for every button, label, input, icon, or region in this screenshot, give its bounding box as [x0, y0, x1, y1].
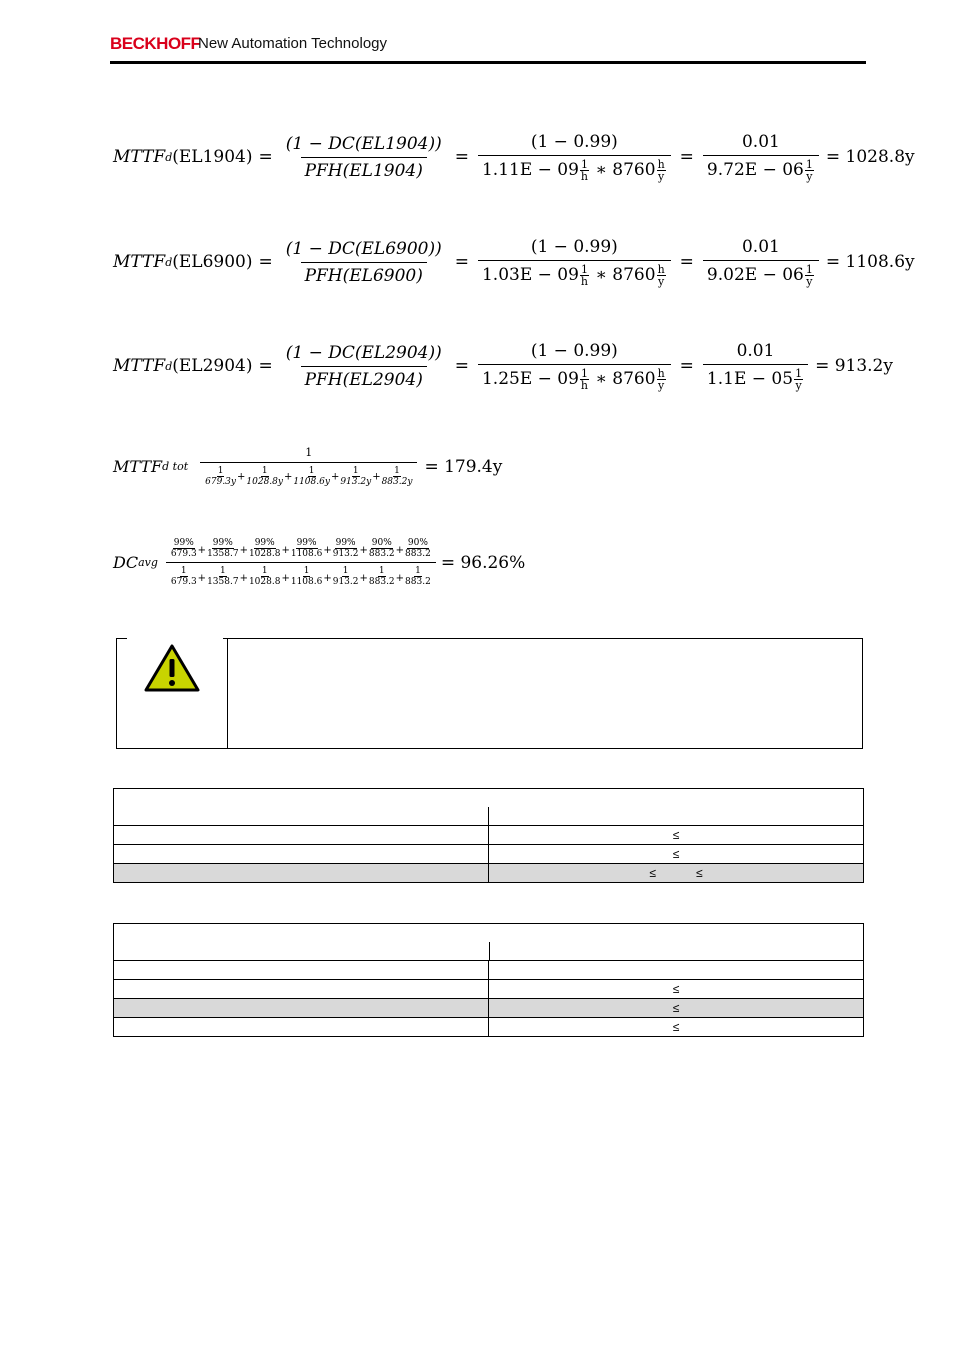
table-cell-right [489, 961, 864, 980]
plus-sign: + [281, 545, 290, 556]
unit-den: y [806, 275, 813, 288]
term-num: 99% [335, 538, 356, 548]
unit-den: y [658, 170, 665, 183]
hours-per-year: ∗ 8760 [595, 369, 656, 389]
unit-hours-per-year [657, 159, 666, 182]
unit-num: 1 [805, 158, 813, 171]
dc-term [333, 538, 359, 559]
equals-sign: = [454, 356, 469, 376]
fraction-denominator [200, 462, 417, 487]
equals-sign: = [679, 356, 694, 376]
term-num: 1 [180, 566, 187, 576]
mttf-term [340, 466, 371, 487]
fraction-result [703, 132, 819, 182]
equation-mttf-el2904 [113, 341, 893, 391]
plus-sign: + [239, 545, 248, 556]
fraction-denominator [703, 155, 819, 182]
table-cell-left [114, 980, 489, 999]
dc-avg-subscript: avg [138, 556, 158, 569]
plus-sign: + [330, 471, 340, 483]
pfh-value: 1.03E − 09 [481, 265, 579, 285]
hours-per-year: ∗ 8760 [595, 160, 656, 180]
equals-sign: = [454, 147, 469, 167]
term-den: 679.3 [170, 549, 197, 559]
table-cell-left [114, 961, 489, 980]
fraction-dc-over-pfh [282, 343, 446, 390]
table-cell-right: ≤ [489, 845, 864, 864]
dc-term [333, 566, 359, 587]
term-den: 679.3y [205, 477, 236, 487]
fraction-numerator: 0.01 [741, 132, 780, 152]
unit-per-year [794, 368, 803, 391]
unit-per-year [805, 159, 814, 182]
plus-sign: + [359, 545, 368, 556]
table-cell-right: ≤ ≤ [489, 864, 864, 883]
term-num: 1 [352, 466, 359, 476]
dc-term [207, 566, 239, 587]
fraction-denominator [478, 155, 671, 182]
term-den: 1108.6y [293, 477, 330, 487]
mttf-total-symbol: MTTF [113, 457, 163, 476]
unit-den: y [658, 275, 665, 288]
unit-num: 1 [580, 367, 588, 380]
term-num: 1 [308, 466, 315, 476]
unit-per-year [805, 264, 814, 287]
header-divider [488, 807, 489, 826]
unit-den: y [658, 379, 665, 392]
mttf-total-subscript: d tot [162, 460, 189, 473]
hours-per-year: ∗ 8760 [595, 265, 656, 285]
table-row [114, 864, 864, 883]
fraction-denominator: PFH(EL2904) [301, 366, 427, 390]
table-cell-left [114, 999, 489, 1018]
beckhoff-logo: BECKHOFF [110, 34, 201, 53]
equation-result: = 96.26% [440, 552, 526, 573]
unit-per-hour [580, 264, 589, 287]
fraction-numerator: (1 − 0.99) [530, 341, 618, 361]
unit-hours-per-year [657, 368, 666, 391]
term-den: 883.2 [405, 549, 431, 559]
warning-triangle-icon [143, 643, 201, 693]
term-den: 883.2y [381, 477, 413, 487]
equals-sign: = [258, 147, 273, 167]
equation-result: = 1108.6y [825, 252, 915, 272]
mttf-subscript: d [165, 255, 173, 269]
equals-sign: = [679, 147, 694, 167]
term-den: 1028.8 [248, 577, 281, 587]
table-row [114, 845, 864, 864]
dc-avg-symbol: DC [113, 553, 139, 572]
mttf-term [205, 466, 236, 487]
pfh-value: 1.11E − 09 [481, 160, 579, 180]
dc-term [369, 538, 395, 559]
mttf-subscript: d [165, 359, 173, 373]
fraction-numerator: (1 − DC(EL1904)) [285, 133, 442, 154]
term-den: 1108.6 [290, 549, 323, 559]
term-num: 99% [173, 538, 194, 548]
equals-sign: = [454, 252, 469, 272]
dc-term [171, 538, 197, 559]
dc-term [207, 538, 239, 559]
term-den: 1028.8y [246, 477, 283, 487]
term-den: 883.2 [405, 577, 431, 587]
term-num: 99% [212, 538, 233, 548]
unit-num: h [657, 158, 665, 171]
unit-num: 1 [580, 263, 588, 276]
table-1 [113, 788, 864, 883]
dc-term [291, 566, 323, 587]
plus-sign: + [395, 545, 405, 556]
plus-sign: + [323, 573, 332, 584]
plus-sign: + [281, 573, 290, 584]
unit-num: h [657, 263, 665, 276]
table-cell-right: ≤ [489, 980, 864, 999]
plus-sign: + [237, 471, 246, 483]
header-rule [110, 61, 866, 64]
dc-term [405, 538, 431, 559]
unit-per-hour [580, 368, 589, 391]
rate-value: 1.1E − 05 [706, 369, 794, 389]
plus-sign: + [197, 573, 207, 584]
mttf-term [246, 466, 283, 487]
mttf-term [382, 466, 413, 487]
dc-term [369, 566, 395, 587]
unit-per-hour [580, 159, 589, 182]
term-den: 1358.7 [207, 577, 239, 587]
term-den: 1358.7 [207, 549, 239, 559]
term-num: 1 [342, 566, 349, 576]
warning-box-divider [227, 639, 228, 748]
term-den: 883.2 [368, 549, 395, 559]
term-num: 1 [378, 566, 385, 576]
dc-term [171, 566, 197, 587]
unit-den: h [580, 379, 588, 392]
fraction-dc-over-pfh [282, 239, 446, 286]
equation-mttf-el6900 [113, 237, 915, 287]
table-cell-left [114, 864, 489, 883]
mttf-symbol: MTTF [113, 356, 166, 376]
term-num: 99% [296, 538, 317, 548]
table-cell-right: ≤ [489, 826, 864, 845]
header-tagline: New Automation Technology [198, 35, 388, 52]
table-header [114, 789, 864, 826]
fraction-denominator [478, 364, 671, 391]
mttf-symbol: MTTF [113, 147, 166, 167]
mttf-total-fraction [200, 446, 417, 487]
fraction-denominator [703, 364, 808, 391]
term-num: 1 [303, 566, 310, 576]
term-den: 883.2 [368, 577, 395, 587]
plus-sign: + [359, 573, 368, 584]
fraction-numerator: (1 − 0.99) [530, 237, 618, 257]
equation-result: = 1028.8y [825, 147, 915, 167]
fraction-denominator: PFH(EL1904) [301, 157, 427, 181]
equals-sign: = [258, 356, 273, 376]
term-num: 1 [219, 566, 226, 576]
warning-box-gap [127, 637, 223, 641]
fraction-dc-over-pfh [282, 134, 446, 181]
term-den: 913.2 [332, 549, 359, 559]
table-header [114, 924, 864, 961]
term-num: 1 [261, 566, 268, 576]
unit-den: y [795, 379, 802, 392]
equation-argument: (EL6900) [172, 252, 253, 272]
unit-num: 1 [805, 263, 813, 276]
dc-term [249, 566, 281, 587]
fraction-values [478, 237, 671, 287]
plus-sign: + [197, 545, 207, 556]
equation-argument: (EL2904) [172, 356, 253, 376]
table-row [114, 999, 864, 1018]
term-den: 1028.8 [248, 549, 281, 559]
table-cell-left [114, 845, 489, 864]
term-num: 99% [254, 538, 275, 548]
equation-mttf-el1904 [113, 132, 915, 182]
fraction-numerator: (1 − DC(EL2904)) [285, 342, 442, 363]
mttf-subscript: d [165, 150, 173, 164]
unit-hours-per-year [657, 264, 666, 287]
equation-result: = 913.2y [815, 356, 893, 376]
fraction-denominator [703, 260, 819, 287]
term-num: 90% [371, 538, 392, 548]
table-cell-right: ≤ [489, 999, 864, 1018]
rate-value: 9.72E − 06 [706, 160, 804, 180]
unit-num: 1 [795, 367, 803, 380]
fraction-values [478, 132, 671, 182]
dc-term [291, 538, 323, 559]
unit-den: h [580, 275, 588, 288]
page-header [110, 32, 866, 64]
term-den: 913.2 [332, 577, 359, 587]
table-cell-right: ≤ [489, 1018, 864, 1037]
unit-den: y [806, 170, 813, 183]
mttf-symbol: MTTF [113, 252, 166, 272]
term-num: 1 [261, 466, 268, 476]
term-num: 90% [407, 538, 428, 548]
term-num: 1 [217, 466, 224, 476]
rate-value: 9.02E − 06 [706, 265, 804, 285]
unit-num: 1 [580, 158, 588, 171]
term-num: 1 [415, 566, 421, 576]
equals-sign: = [258, 252, 273, 272]
fraction-numerator: 0.01 [741, 237, 780, 257]
fraction-result [703, 341, 808, 391]
table-2 [113, 923, 864, 1037]
fraction-numerator: 0.01 [736, 341, 775, 361]
table-cell-left [114, 1018, 489, 1037]
plus-sign: + [323, 545, 332, 556]
term-den: 679.3 [170, 577, 197, 587]
fraction-numerator [166, 538, 436, 562]
fraction-numerator: 1 [305, 446, 313, 459]
table-row [114, 980, 864, 999]
plus-sign: + [239, 573, 248, 584]
table-row [114, 1018, 864, 1037]
equation-argument: (EL1904) [172, 147, 253, 167]
warning-box [116, 638, 863, 749]
mttf-term [293, 466, 330, 487]
plus-sign: + [372, 471, 381, 483]
header-divider [489, 942, 490, 961]
dc-avg-fraction [166, 538, 436, 587]
plus-sign: + [395, 573, 405, 584]
term-den: 1108.6 [290, 577, 323, 587]
table-cell-left [114, 826, 489, 845]
unit-den: h [580, 170, 588, 183]
fraction-denominator: PFH(EL6900) [301, 262, 427, 286]
dc-term [249, 538, 281, 559]
table-row [114, 826, 864, 845]
fraction-result [703, 237, 819, 287]
fraction-values [478, 341, 671, 391]
term-num: 1 [394, 466, 400, 476]
fraction-denominator [478, 260, 671, 287]
equation-result: = 179.4y [424, 456, 503, 477]
dc-term [405, 566, 431, 587]
equals-sign: = [679, 252, 694, 272]
term-den: 913.2y [340, 477, 372, 487]
fraction-denominator [166, 562, 436, 587]
equation-mttf-total [113, 446, 502, 487]
equation-dc-avg [113, 538, 525, 587]
plus-sign: + [283, 471, 293, 483]
unit-num: h [657, 367, 665, 380]
table-row [114, 961, 864, 980]
fraction-numerator: (1 − DC(EL6900)) [285, 238, 442, 259]
fraction-numerator: (1 − 0.99) [530, 132, 618, 152]
pfh-value: 1.25E − 09 [481, 369, 579, 389]
